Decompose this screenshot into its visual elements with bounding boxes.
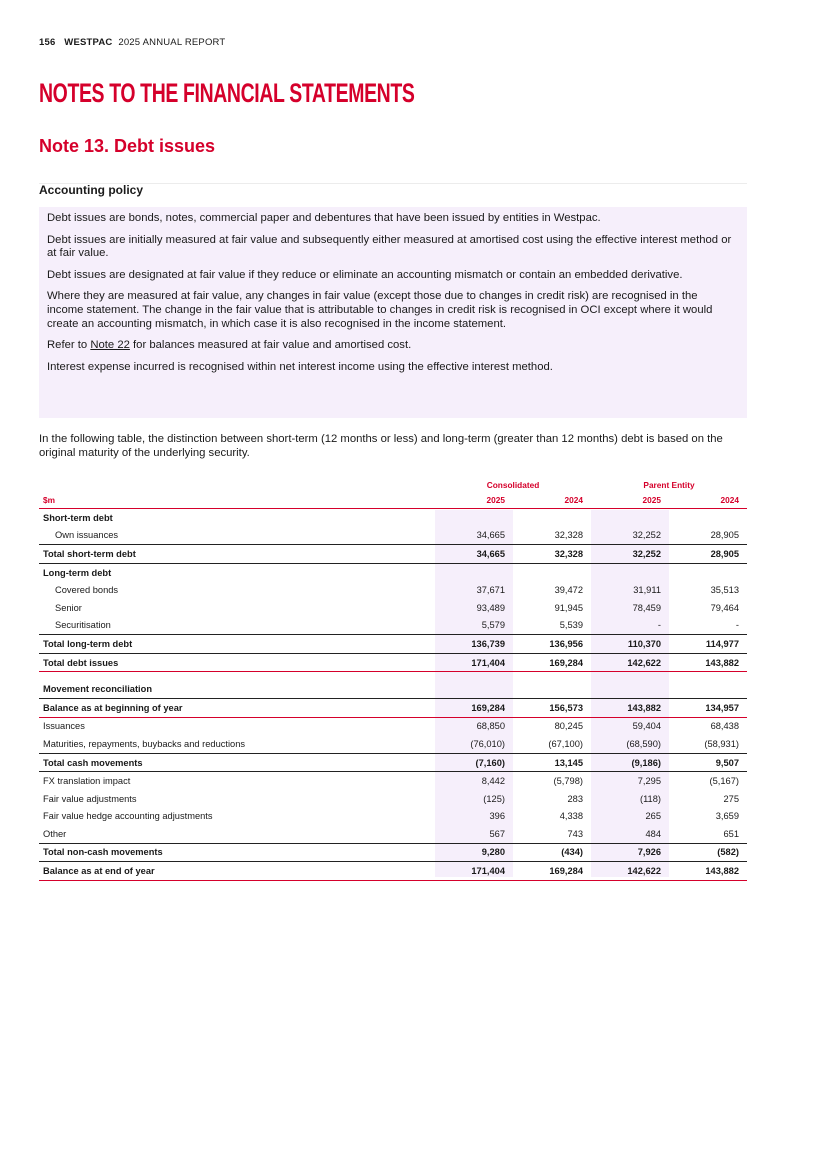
table-cell: 7,295	[637, 776, 661, 787]
row-label: Total cash movements	[39, 753, 435, 772]
table-cell: 156,573	[513, 698, 591, 717]
row-label: Long-term debt	[43, 567, 112, 578]
table-row	[39, 527, 747, 545]
table-cell: 169,284	[513, 862, 591, 881]
row-label: Other	[43, 828, 67, 839]
note-22-link[interactable]: Note 22	[90, 339, 130, 352]
page-number: 156	[39, 37, 56, 48]
note-title: Note 13. Debt issues	[39, 136, 216, 156]
table-cell: 5,579	[481, 620, 505, 631]
table-row	[39, 599, 747, 617]
row-label: Maturities, repayments, buybacks and reductions	[43, 738, 246, 749]
table-cell: (434)	[513, 843, 591, 862]
table-cell: 78,459	[632, 602, 661, 613]
table-cell: 3,659	[715, 811, 739, 822]
table-cell: 32,328	[513, 545, 591, 564]
table-cell: 169,284	[435, 698, 513, 717]
debt-issues-table-wrap	[39, 478, 747, 881]
table-cell: 31,911	[633, 585, 661, 596]
spacer-row	[39, 672, 747, 681]
table-cell: 9,507	[669, 753, 747, 772]
policy-paragraph: Where they are measured at fair value, any changes in fair value (except those due to changes in credit risk) are recognised in the income statement. The change in the fair value that is attributable to changes in credit risk is recognised in OCI except where it would create an accounting mismatch, in which case it is also recognised in the income statement.	[47, 290, 713, 330]
policy-paragraph: Debt issues are initially measured at fair value and subsequently either measured at amortised cost using the effective interest method or at fair value.	[47, 233, 732, 260]
table-cell	[591, 563, 669, 581]
row-label: Balance as at end of year	[39, 862, 435, 881]
row-label: Total debt issues	[39, 653, 435, 672]
row-label: Total long-term debt	[39, 635, 435, 654]
table-row	[39, 563, 747, 581]
table-cell: 7,926	[591, 843, 669, 862]
table-cell: 37,671	[476, 585, 505, 596]
table-cell: 134,957	[669, 698, 747, 717]
table-row	[39, 808, 747, 826]
table-cell: 171,404	[435, 653, 513, 672]
table-cell: 484	[645, 828, 661, 839]
table-cell	[513, 509, 591, 527]
table-cell: 28,905	[710, 530, 739, 541]
table-cell: 39,472	[554, 585, 583, 596]
table-cell	[669, 563, 747, 581]
table-cell: 93,489	[476, 602, 505, 613]
table-cell	[513, 680, 591, 698]
table-cell: (9,186)	[591, 753, 669, 772]
table-cell: 265	[645, 811, 661, 822]
table-cell: 91,945	[554, 602, 583, 613]
table-cell: 142,622	[591, 653, 669, 672]
divider	[39, 183, 747, 184]
year-header: 2024	[669, 492, 747, 509]
row-label: Covered bonds	[55, 585, 119, 596]
table-cell: 4,338	[559, 811, 583, 822]
table-cell: 34,665	[476, 530, 505, 541]
table-cell: 9,280	[435, 843, 513, 862]
table-row	[39, 509, 747, 527]
row-label: Total short-term debt	[39, 545, 435, 564]
table-cell: 32,252	[632, 530, 661, 541]
table-cell: (582)	[669, 843, 747, 862]
table-cell: 5,539	[559, 620, 583, 631]
section-title: NOTES TO THE FINANCIAL STATEMENTS	[39, 78, 415, 108]
table-cell	[513, 563, 591, 581]
table-row	[39, 825, 747, 843]
page-header	[39, 37, 225, 48]
policy-paragraph: Interest expense incurred is recognised within net interest income using the effective interest method.	[47, 360, 553, 373]
row-label: Movement reconciliation	[43, 684, 153, 695]
table-cell: 79,464	[710, 602, 739, 613]
table-cell: 68,850	[476, 721, 505, 732]
table-cell: 651	[723, 828, 739, 839]
row-label: Own issuances	[55, 530, 119, 541]
table-cell	[435, 563, 513, 581]
table-row	[39, 653, 747, 672]
policy-text: Refer to	[47, 339, 91, 352]
table-cell: 283	[567, 793, 583, 804]
policy-paragraph: Debt issues are bonds, notes, commercial paper and debentures that have been issued by entities in Westpac.	[47, 212, 601, 224]
table-cell: (58,931)	[704, 738, 739, 749]
row-label: Fair value adjustments	[43, 793, 137, 804]
row-label: FX translation impact	[43, 776, 131, 787]
table-cell: (7,160)	[435, 753, 513, 772]
table-cell: (125)	[483, 793, 505, 804]
table-cell: 35,513	[710, 585, 739, 596]
year-header: 2025	[435, 492, 513, 509]
table-row	[39, 790, 747, 808]
row-label: Senior	[55, 602, 82, 613]
table-row	[39, 717, 747, 735]
table-cell: 743	[567, 828, 583, 839]
table-cell: 110,370	[591, 635, 669, 654]
row-label: Securitisation	[55, 620, 111, 631]
policy-heading: Accounting policy	[39, 183, 144, 197]
table-row	[39, 772, 747, 790]
table-cell: (76,010)	[470, 738, 505, 749]
table-cell	[435, 680, 513, 698]
group-header-row	[39, 478, 747, 492]
table-cell: 136,739	[435, 635, 513, 654]
table-cell: -	[657, 620, 661, 631]
table-cell: 80,245	[554, 721, 583, 732]
year-header: 2024	[513, 492, 591, 509]
table-cell: (68,590)	[626, 738, 661, 749]
accounting-policy-box	[39, 207, 747, 418]
table-cell: 396	[489, 811, 505, 822]
policy-text: for balances measured at fair value and amortised cost.	[129, 339, 412, 352]
table-cell: 8,442	[481, 776, 505, 787]
table-row	[39, 753, 747, 772]
table-cell: -	[735, 620, 739, 631]
table-cell: 143,882	[669, 862, 747, 881]
table-cell: 142,622	[591, 862, 669, 881]
column-header-row	[39, 492, 747, 509]
table-cell	[669, 509, 747, 527]
table-row	[39, 545, 747, 564]
table-cell: 32,328	[554, 530, 583, 541]
table-cell: (5,167)	[709, 776, 739, 787]
table-cell: 171,404	[435, 862, 513, 881]
table-cell: 59,404	[632, 721, 661, 732]
table-cell	[591, 509, 669, 527]
table-row	[39, 581, 747, 599]
table-row	[39, 843, 747, 862]
row-label: Short-term debt	[43, 512, 113, 523]
table-cell: 68,438	[710, 721, 739, 732]
table-cell: 143,882	[669, 653, 747, 672]
debt-issues-table	[39, 478, 747, 881]
table-row	[39, 735, 747, 753]
table-cell	[591, 680, 669, 698]
table-cell: 32,252	[591, 545, 669, 564]
row-label: Fair value hedge accounting adjustments	[43, 811, 213, 822]
table-row	[39, 698, 747, 717]
report-name: 2025 ANNUAL REPORT	[118, 37, 226, 48]
table-cell: 34,665	[435, 545, 513, 564]
policy-paragraph	[47, 339, 737, 353]
policy-paragraph: Debt issues are designated at fair value if they reduce or eliminate an accounting mismatch or contain an embedded derivative.	[47, 268, 683, 281]
group-consolidated: Consolidated	[486, 480, 540, 490]
unit-label: $m	[39, 492, 435, 509]
table-cell: 13,145	[513, 753, 591, 772]
table-cell: 114,977	[669, 635, 747, 654]
table-cell: (118)	[639, 793, 661, 804]
table-cell: 136,956	[513, 635, 591, 654]
table-cell	[669, 680, 747, 698]
table-cell	[435, 509, 513, 527]
table-cell: 275	[723, 793, 739, 804]
row-label: Total non-cash movements	[39, 843, 435, 862]
table-cell: (67,100)	[548, 738, 583, 749]
year-header: 2025	[591, 492, 669, 509]
table-cell: 143,882	[591, 698, 669, 717]
table-row	[39, 680, 747, 698]
table-row	[39, 862, 747, 881]
table-row	[39, 617, 747, 635]
brand-name: WESTPAC	[64, 37, 113, 48]
table-row	[39, 635, 747, 654]
row-label: Issuances	[43, 721, 85, 732]
table-intro: In the following table, the distinction between short-term (12 months or less) and long-term (greater than 12 months) debt is based on the original maturity of the underlying security.	[39, 433, 723, 459]
table-cell: 28,905	[669, 545, 747, 564]
table-cell: 169,284	[513, 653, 591, 672]
table-cell: 567	[489, 828, 505, 839]
group-parent-entity: Parent Entity	[643, 480, 695, 490]
row-label: Balance as at beginning of year	[39, 698, 435, 717]
table-cell: (5,798)	[553, 776, 583, 787]
